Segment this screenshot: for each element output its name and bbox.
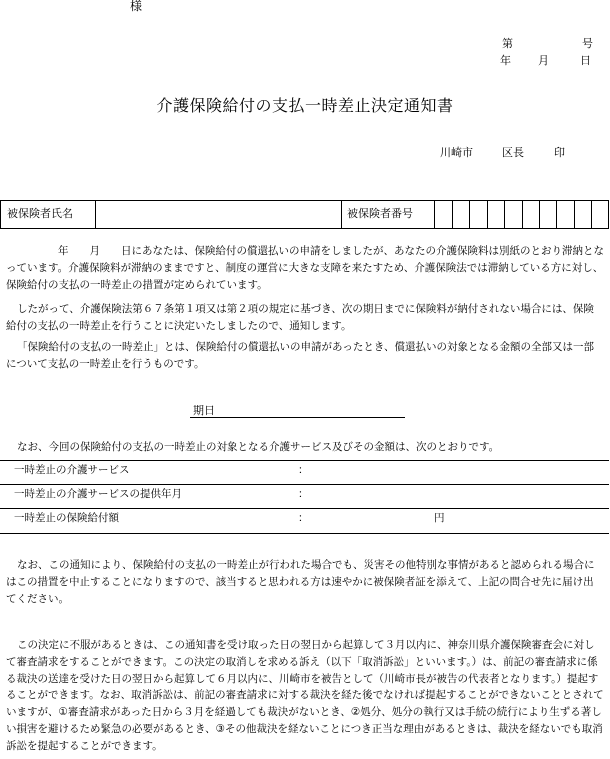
table-row [0,508,609,534]
document-date [500,52,591,70]
paragraph-appeal: この決定に不服があるときは、この通知書を受け取った日の翌日から起算して３月以内に、神奈川県介護保険審査会に対して審査請求をすることができます。この決定の取消しを求める訴え（以下「取消訴訟」といいます。）は、前記の審査請求に係る裁決の送達を受けた日の翌日から起算して６月以内に、川崎市を被告として（川崎市長が被告の代表者となります。）提起することができます。なお、取消訴訟は、前記の審査請求に対する裁決を経た後でなければ提起することができないこととされていますが、①審査請求があった日から３月を経過しても裁決がないとき、②処分、処分の執行又は手続の続行により生ずる著しい損害を避けるため緊急の必要があるとき、③その他裁決を経ないことにつき正当な理由があるときは、裁決を経ないでも取消訴訟を提起することができます。 [6,639,604,752]
insured-number-label: 被保険者番号 [347,207,413,220]
deadline-label: 期日 [193,404,215,417]
detail-unit: 円 [434,512,445,524]
detail-label: 一時差止の介護サービス [14,464,130,476]
salutation: 様 [130,0,143,13]
paragraph-decision: したがって、介護保険法第６７条第１項又は第２項の規定に基づき、次の期日までに保険料が納付されない場合には、保険給付の支払の一時差止を行うことに決定いたしましたので、通知します。 [6,303,594,332]
date-month: 月 [538,54,549,67]
detail-label: 一時差止の保険給付額 [14,512,119,524]
number-suffix: 号 [582,37,593,50]
table-row [0,460,609,485]
number-box [539,201,540,228]
number-box [574,201,575,228]
number-box [469,201,470,228]
deadline-line [190,417,405,418]
number-box [591,201,592,228]
document-number [502,35,593,53]
number-box [608,201,609,228]
table-border [0,201,1,228]
date-year: 年 [500,54,511,67]
insured-name-label: 被保険者氏名 [7,207,73,220]
paragraph-notice: 年 月 日にあなたは、保険給付の償還払いの申請をしましたが、あなたの介護保険料は別紙のとおり滞納となっています。介護保険料が滞納のままですと、制度の運営に大きな支障を来たすため、介護保険法では滞納している方に対し、保険給付の支払の一時差止の措置が定められています。 [6,245,604,291]
detail-sep: ： [298,488,309,500]
issuer [440,144,565,162]
detail-sep: ： [298,464,309,476]
number-label: 第 [502,37,513,50]
document-title: 介護保険給付の支払一時差止決定通知書 [156,96,454,115]
paragraph-definition: 「保険給付の支払の一時差止」とは、保険給付の償還払いの申請があったとき、償還払いの対象となる金額の全部又は一部について支払の一時差止を行うものです。 [6,341,594,370]
paragraph-suspension: なお、この通知により、保険給付の支払の一時差止が行われた場合でも、災害その他特別な事情があると認められる場合にはこの措置を中止することになりますので、該当すると思われる方は速やかに被保険者証を添えて、上記の問合せ先に届け出てください。 [6,559,595,605]
table-border [341,201,342,228]
issuer-mayor: 区長 [502,146,524,159]
table-row [0,484,609,509]
insured-table [0,200,609,229]
number-box [434,201,435,228]
number-box [556,201,557,228]
number-box [522,201,523,228]
issuer-seal: 印 [554,146,565,159]
number-box [487,201,488,228]
detail-sep: ： [298,512,309,524]
paragraph-target: なお、今回の保険給付の支払の一時差止の対象となる介護サービス及びその金額は、次のとおりです。 [17,441,500,453]
table-border [95,201,96,228]
number-box [452,201,453,228]
issuer-city: 川崎市 [440,146,473,159]
date-day: 日 [580,54,591,67]
number-box [504,201,505,228]
detail-label: 一時差止の介護サービスの提供年月 [14,488,182,500]
